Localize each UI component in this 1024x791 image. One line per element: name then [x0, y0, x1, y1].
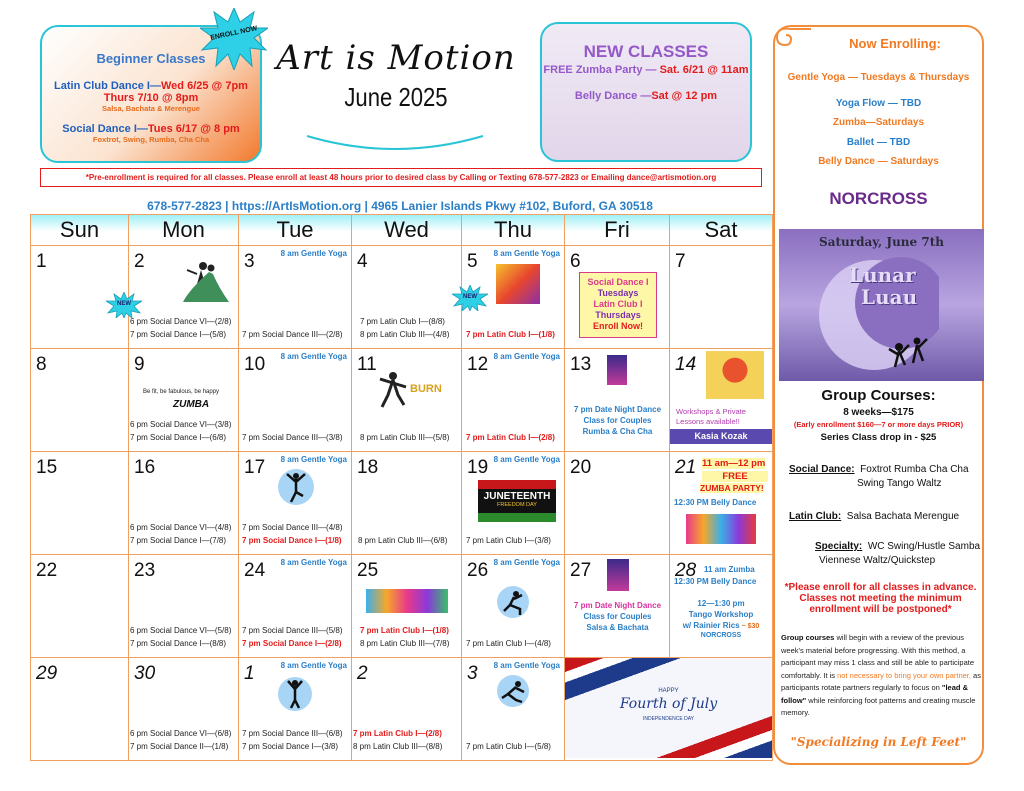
class-entry: 7 pm Social Dance III—(4/8): [242, 523, 343, 532]
day-number: 5: [467, 251, 478, 272]
class-entry: 8 pm Latin Club III—(4/8): [360, 330, 450, 339]
new-label: NEW: [117, 301, 131, 307]
class-entry: 7 pm Date Night Dance: [573, 405, 662, 414]
day-cell: [670, 555, 772, 657]
class-entry: [670, 621, 772, 630]
class-entry: 7 pm Latin Club I—(2/8): [353, 729, 442, 738]
specialty-category: [815, 541, 1005, 552]
scroll-ornament-icon: [771, 23, 811, 59]
new-burst-icon: [106, 292, 142, 318]
class-entry: Rumba & Cha Cha: [582, 427, 653, 436]
month-title: June 2025: [344, 82, 448, 112]
enrolling-item: Belly Dance — Saturdays: [818, 156, 939, 167]
day-cell: [565, 452, 670, 554]
social-dance-styles: Foxtrot, Swing, Rumba, Cha Cha: [92, 135, 210, 144]
day-number: 14: [675, 354, 697, 375]
group-courses-description: [781, 632, 981, 720]
yoga-pose-icon: [277, 468, 315, 506]
day-cell: [352, 452, 462, 554]
social-dance-list2: Swing Tango Waltz: [857, 478, 942, 489]
workshop-note: Lessons available!!: [676, 417, 740, 426]
zumba-party-line: [542, 64, 750, 76]
latin-club-beginner-dates: Wed 6/25 @ 7pm Thurs 7/10 @ 8pm: [103, 80, 248, 104]
class-entry: 7 pm Latin Club I—(3/8): [466, 536, 551, 545]
day-number: 18: [357, 457, 379, 478]
gentle-yoga-entry: 8 am Gentle Yoga: [280, 558, 347, 567]
day-number: 2: [134, 251, 145, 272]
class-entry: 8 pm Latin Club III—(7/8): [360, 639, 450, 648]
class-entry: Class for Couples: [583, 612, 652, 621]
dancers-silhouettes-image: [366, 589, 448, 613]
sidebar-heading: Now Enrolling:: [849, 36, 941, 51]
day-number: 19: [467, 457, 489, 478]
specialty-list1: WC Swing/Hustle Samba: [867, 541, 981, 552]
social-dance-beginner-dates: Tues 6/17 @ 8 pm: [147, 123, 240, 135]
weekday-sun: Sun: [31, 215, 129, 245]
brand-name: Art is Motion: [276, 38, 516, 78]
day-cell: [670, 349, 772, 451]
weekday-sat: Sat: [670, 215, 772, 245]
july-sub: INDEPENDENCE DAY: [642, 716, 695, 722]
latin-club-styles: Salsa, Bachata & Merengue: [102, 104, 200, 113]
belly-dance-line: [542, 90, 750, 102]
tango-price: ~ $30: [739, 623, 760, 630]
day-number: 9: [134, 354, 145, 375]
gentle-yoga-entry: 8 am Gentle Yoga: [493, 558, 560, 567]
day-number: 13: [570, 354, 592, 375]
group-courses-title: Group Courses:: [821, 387, 936, 404]
class-entry: 7 pm Social Dance III—(2/8): [242, 330, 343, 339]
week-row: [31, 245, 772, 348]
class-entry: 7 pm Social Dance I—(3/8): [242, 742, 339, 751]
class-entry: 8 pm Latin Club III—(8/8): [353, 742, 443, 751]
day-cell: [129, 658, 239, 760]
day-number: 24: [244, 560, 266, 581]
enrolling-item: Yoga Flow — TBD: [835, 98, 922, 109]
promo-social: Social Dance I: [587, 277, 649, 287]
day-number: 17: [244, 457, 266, 478]
latin-club-beginner-name: Latin Club Dance I—: [54, 80, 161, 92]
burn-logo: BURN: [410, 383, 442, 395]
day-number: 28: [675, 560, 697, 581]
july-title: Fourth of July: [619, 696, 718, 712]
class-entry: 12:30 PM Belly Dance: [674, 577, 757, 586]
group-courses-drop-in: Series Class drop in - $25: [820, 432, 937, 443]
day-number: 2: [357, 663, 368, 684]
fourth-of-july-cell: [565, 658, 772, 760]
class-entry: 7 pm Social Dance I—(5/8): [130, 330, 227, 339]
promo-tuesdays: Tuesdays: [597, 288, 639, 298]
day-number: 23: [134, 560, 156, 581]
day-cell: [352, 555, 462, 657]
art-is-motion-logo: [270, 38, 522, 113]
class-entry: 6 pm Social Dance VI—(2/8): [130, 317, 232, 326]
para-2: as participants rotate partners regularly to focus on: [781, 670, 981, 692]
day-number: 3: [467, 663, 478, 684]
gentle-yoga-entry: 8 am Gentle Yoga: [493, 249, 560, 258]
ballroom-dancers-image: [179, 260, 234, 305]
burn-dancer-image: [378, 371, 408, 409]
zumba-party-date: Sat. 6/21 @ 11am: [659, 64, 749, 76]
day-cell: [239, 555, 352, 657]
latin-club-label: Latin Club:: [789, 511, 842, 522]
slogan: "Specializing in Left Feet": [790, 735, 967, 749]
week-row: [31, 348, 772, 451]
weekday-fri: Fri: [565, 215, 670, 245]
class-entry: 7 pm Social Dance II—(1/8): [130, 742, 229, 751]
new-burst-icon: [452, 285, 488, 311]
juneteenth-sub: FREEDOM DAY: [497, 502, 537, 508]
specialty-label: Specialty:: [815, 541, 863, 552]
day-cell: [31, 658, 129, 760]
class-entry: 7 pm Social Dance I—(1/8): [242, 536, 342, 545]
day-cell: [129, 349, 239, 451]
new-classes-box: [540, 22, 752, 162]
beginner-title: Beginner Classes: [96, 51, 206, 66]
weekday-wed: Wed: [352, 215, 462, 245]
class-entry: 12—1:30 pm: [697, 599, 745, 608]
gentle-yoga-entry: 8 am Gentle Yoga: [280, 249, 347, 258]
day-number: 16: [134, 457, 156, 478]
zumba-logo: ZUMBA: [173, 399, 210, 410]
zumba-party-free: FREE: [702, 471, 768, 482]
new-label: NEW: [463, 294, 477, 300]
class-entry: Salsa & Bachata: [586, 623, 649, 632]
class-entry: 8 pm Latin Club III—(5/8): [360, 433, 450, 442]
promo-thursdays: Thursdays: [595, 310, 641, 320]
norcross-heading: NORCROSS: [829, 189, 928, 208]
class-entry: 7 pm Latin Club I—(2/8): [466, 433, 555, 442]
day-cell: [239, 349, 352, 451]
class-entry: 7 pm Social Dance I—(6/8): [130, 433, 227, 442]
class-entry: Class for Couples: [583, 416, 652, 425]
weekday-tue: Tue: [239, 215, 352, 245]
para-lead: Group courses: [781, 633, 835, 642]
day-cell: [239, 246, 352, 348]
day-number: 25: [357, 560, 379, 581]
day-number: 10: [244, 354, 266, 375]
luau-title-line2: Luau: [861, 285, 918, 309]
day-number: 1: [244, 663, 255, 684]
class-entry: 11 am Zumba: [704, 565, 755, 574]
zumba-party-label: FREE Zumba Party —: [543, 64, 660, 76]
zumba-tagline: Be fit, be fabulous, be happy: [143, 389, 220, 395]
enrolling-item: Zumba—Saturdays: [832, 117, 925, 128]
class-entry: 7 pm Latin Club I—(4/8): [466, 639, 551, 648]
logo-arc: [305, 134, 485, 154]
lunar-luau-flyer: [779, 229, 984, 381]
kasia-photo: [706, 351, 764, 399]
juneteenth-text: JUNETEENTH: [483, 491, 551, 502]
day-number: 6: [570, 251, 581, 272]
gentle-yoga-entry: 8 am Gentle Yoga: [280, 352, 347, 361]
social-dance-beginner-name: Social Dance I—: [62, 123, 148, 135]
day-cell: [352, 658, 462, 760]
promo-latin: Latin Club I: [593, 299, 643, 309]
day-cell: [462, 452, 565, 554]
zumba-dancers-image: [686, 514, 756, 544]
tango-instructor: w/ Rainier Rics: [682, 621, 740, 630]
weekday-thu: Thu: [462, 215, 565, 245]
para-3: while reinforcing foot patterns and creating muscle memory.: [781, 695, 976, 717]
gentle-yoga-entry: 8 am Gentle Yoga: [493, 352, 560, 361]
para-1: will begin with a review of the previous week's material before progressing. With this method, a participant may miss 1 class and still be able to participate comfortably. It is: [781, 633, 975, 680]
day-cell: [670, 246, 772, 348]
group-courses-early: (Early enrollment $160—7 or more days PRIOR): [793, 420, 964, 429]
day-cell: [565, 349, 670, 451]
class-entry: 7 pm Social Dance I—(7/8): [130, 536, 227, 545]
belly-dance-time: Sat @ 12 pm: [651, 90, 718, 102]
day-number: 26: [467, 560, 489, 581]
latin-club-list: Salsa Bachata Merengue: [846, 511, 960, 522]
day-cell: [129, 452, 239, 554]
para-lead-follow: "lead & follow": [781, 683, 968, 705]
day-cell: [352, 349, 462, 451]
day-cell: [31, 555, 129, 657]
enroll-now-text: ENROLL NOW: [209, 25, 258, 42]
day-number: 21: [675, 457, 697, 478]
gentle-yoga-entry: 8 am Gentle Yoga: [280, 455, 347, 464]
yoga-pose-icon: [496, 674, 530, 708]
contact-line: 678-577-2823 | https://ArtIsMotion.org | 4965 Lanier Islands Pkwy #102, Buford, GA 30518: [147, 199, 653, 213]
zumba-party-label: ZUMBA PARTY!: [700, 483, 764, 493]
social-dance-beginner: [42, 123, 260, 135]
luau-date: Saturday, June 7th: [819, 235, 944, 249]
class-entry: 7 pm Social Dance I—(2/8): [242, 639, 342, 648]
class-entry: 6 pm Social Dance VI—(5/8): [130, 626, 232, 635]
day-cell: [352, 246, 462, 348]
day-cell: [565, 555, 670, 657]
para-partner: not necessary to bring your own partner,: [837, 670, 971, 680]
latin-club-category: [789, 511, 979, 522]
belly-dance-label: Belly Dance —: [574, 90, 652, 102]
specialty-list2: Viennese Waltz/Quickstep: [819, 555, 936, 566]
fourth-of-july-image: [565, 658, 772, 758]
gentle-yoga-entry: 8 am Gentle Yoga: [493, 455, 560, 464]
weekday-header: [31, 215, 772, 245]
yoga-pose-icon: [496, 585, 530, 619]
class-entry: 7 pm Latin Club I—(5/8): [466, 742, 551, 751]
day-cell: [462, 555, 565, 657]
july-happy: HAPPY: [658, 688, 679, 694]
day-cell: [31, 452, 129, 554]
gentle-yoga-entry: 8 am Gentle Yoga: [280, 661, 347, 670]
enrolling-item: Ballet — TBD: [846, 137, 911, 148]
enroll-warning: *Please enroll for all classes in advance. Classes not meeting the minimum enrollment will be postponed*: [784, 582, 977, 615]
yoga-pose-icon: [277, 676, 313, 712]
class-entry: 7 pm Social Dance III—(3/8): [242, 433, 343, 442]
day-cell: [129, 246, 239, 348]
class-entry: 7 pm Latin Club I—(1/8): [466, 330, 555, 339]
class-entry: 8 pm Latin Club III—(6/8): [358, 536, 448, 545]
week-row: [31, 554, 772, 657]
day-cell: [565, 246, 670, 348]
salsa-dancers-image: [496, 264, 540, 304]
class-entry: 12:30 PM Belly Dance: [674, 498, 757, 507]
day-cell: [239, 452, 352, 554]
day-cell: [462, 349, 565, 451]
class-entry: 7 pm Social Dance I—(8/8): [130, 639, 227, 648]
new-classes-title: NEW CLASSES: [583, 42, 709, 61]
day-cell: [670, 452, 772, 554]
day-cell: [129, 555, 239, 657]
social-dance-label: Social Dance:: [789, 464, 855, 475]
date-night-image: [607, 559, 629, 591]
day-number: 15: [36, 457, 58, 478]
day-number: 3: [244, 251, 255, 272]
group-courses-price: 8 weeks—$175: [843, 407, 914, 418]
enroll-now-burst: [200, 8, 268, 70]
pre-enrollment-notice: *Pre-enrollment is required for all classes. Please enroll at least 48 hours prior to desired class by Calling or Texting 678-577-2823 or Emailing dance@artismotion.org: [40, 168, 762, 187]
date-night-image: [607, 355, 627, 385]
day-number: 11: [357, 354, 377, 375]
day-cell: [462, 658, 565, 760]
class-entry: 7 pm Latin Club I—(1/8): [360, 626, 449, 635]
day-number: 1: [36, 251, 47, 272]
weekday-mon: Mon: [129, 215, 239, 245]
now-enrolling-sidebar: [773, 25, 984, 765]
gentle-yoga-entry: 8 am Gentle Yoga: [493, 661, 560, 670]
promo-enroll: Enroll Now!: [593, 321, 643, 331]
class-entry: 7 pm Social Dance III—(5/8): [242, 626, 343, 635]
day-cell: [31, 349, 129, 451]
day-number: 7: [675, 251, 686, 272]
day-number: 12: [467, 354, 489, 375]
day-number: 29: [36, 663, 58, 684]
kasia-banner: Kasia Kozak: [670, 429, 772, 444]
class-entry: 6 pm Social Dance VI—(4/8): [130, 523, 232, 532]
day-number: 20: [570, 457, 592, 478]
class-entry: 6 pm Social Dance VI—(3/8): [130, 420, 232, 429]
day-number: 8: [36, 354, 47, 375]
day-number: 22: [36, 560, 58, 581]
day-number: 4: [357, 251, 368, 272]
week-row: [31, 451, 772, 554]
class-entry: NORCROSS: [700, 632, 742, 639]
social-dance-list1: Foxtrot Rumba Cha Cha: [860, 464, 969, 475]
class-entry: 7 pm Date Night Dance: [573, 601, 662, 610]
class-entry: 7 pm Latin Club I—(8/8): [360, 317, 445, 326]
enrolling-item: Gentle Yoga — Tuesdays & Thursdays: [787, 72, 970, 83]
day-number: 30: [134, 663, 156, 684]
week-row: [31, 657, 772, 760]
class-entry: 6 pm Social Dance VI—(6/8): [130, 729, 232, 738]
enroll-promo-box: [579, 272, 657, 338]
luau-title-line1: Lunar: [849, 263, 916, 287]
day-number: 27: [570, 560, 592, 581]
latin-club-beginner: [42, 80, 260, 104]
zumba-party-time: 11 am—12 pm: [702, 458, 766, 469]
social-dance-category: [789, 464, 979, 475]
juneteenth-banner: [478, 480, 556, 522]
day-cell: [239, 658, 352, 760]
class-entry: Tango Workshop: [688, 610, 754, 619]
class-entry: 7 pm Social Dance III—(6/8): [242, 729, 343, 738]
workshop-note: Workshops & Private: [676, 407, 746, 416]
